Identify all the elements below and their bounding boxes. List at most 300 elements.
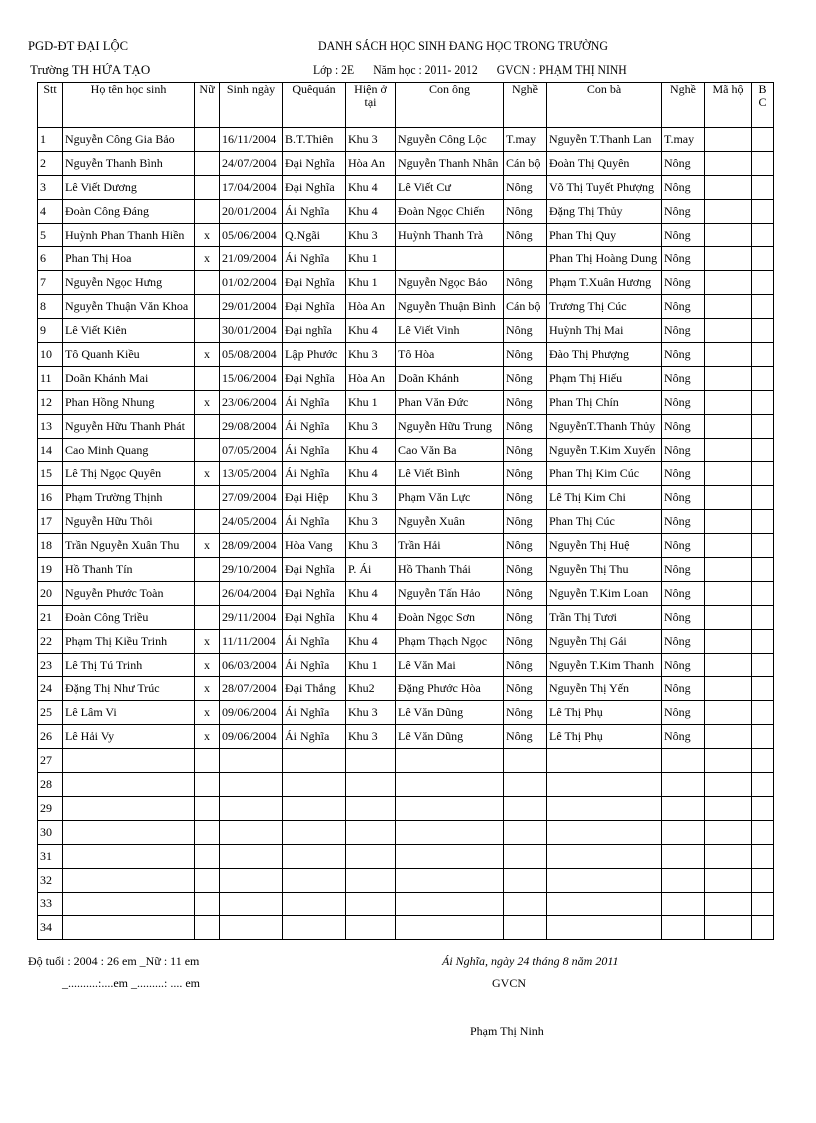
col-residence-cell: Hòa An (346, 366, 396, 390)
col-father-name-cell: Nguyễn Thanh Nhân (396, 151, 504, 175)
col-student-name-cell: Nguyễn Ngọc Hưng (63, 271, 195, 295)
col-bc-cell (752, 725, 774, 749)
col-mother-job-cell: Nông (662, 558, 705, 582)
col-household-code-cell (705, 558, 752, 582)
col-bc-cell (752, 438, 774, 462)
col-stt-cell: 3 (38, 175, 63, 199)
col-residence-cell (346, 820, 396, 844)
col-birth-date-cell: 21/09/2004 (220, 247, 283, 271)
col-birth-date-cell: 24/05/2004 (220, 510, 283, 534)
col-residence-cell: Khu 3 (346, 343, 396, 367)
col-mother-name-cell: Lê Thị Phụ (547, 725, 662, 749)
col-residence-cell: Khu 3 (346, 128, 396, 152)
col-residence-cell: Hòa An (346, 295, 396, 319)
col-birth-date-cell: 29/11/2004 (220, 605, 283, 629)
col-student-name-cell (63, 868, 195, 892)
col-father-job-cell: Nông (504, 605, 547, 629)
col-hometown-cell (283, 820, 346, 844)
col-father-name-cell: Hồ Thanh Thái (396, 558, 504, 582)
col-residence-cell: Hòa An (346, 151, 396, 175)
col-stt-cell: 25 (38, 701, 63, 725)
col-female-cell: x (195, 462, 220, 486)
col-household-code-cell (705, 820, 752, 844)
col-bc-cell (752, 462, 774, 486)
col-mother-job-cell (662, 916, 705, 940)
col-female-cell (195, 605, 220, 629)
col-female-cell (195, 558, 220, 582)
col-student-name-cell: Lê Lâm Vi (63, 701, 195, 725)
table-row (38, 749, 774, 773)
col-stt-cell: 28 (38, 773, 63, 797)
col-mother-name-cell: Phan Thị Quy (547, 223, 662, 247)
col-mother-job-cell: Nông (662, 486, 705, 510)
col-bc-cell (752, 844, 774, 868)
col-mother-name-cell: Nguyễn Thị Yến (547, 677, 662, 701)
col-stt-cell: 1 (38, 128, 63, 152)
table-row (38, 295, 774, 319)
col-hometown-cell: Đại Thắng (283, 677, 346, 701)
col-father-job-cell: Cán bộ (504, 295, 547, 319)
col-mother-name-cell (547, 916, 662, 940)
col-stt-cell: 23 (38, 653, 63, 677)
col-household-code-cell (705, 128, 752, 152)
col-household-code-cell (705, 796, 752, 820)
col-mother-name-cell: Lê Thị Phụ (547, 701, 662, 725)
col-stt-cell: 12 (38, 390, 63, 414)
col-stt-cell: 16 (38, 486, 63, 510)
col-hometown-cell: Đại Nghĩa (283, 605, 346, 629)
col-female-cell (195, 486, 220, 510)
col-birth-date-cell (220, 749, 283, 773)
col-father-job-cell: Nông (504, 414, 547, 438)
col-birth-date-cell: 30/01/2004 (220, 319, 283, 343)
col-mother-job-cell: Nông (662, 653, 705, 677)
col-birth-date-cell (220, 796, 283, 820)
col-household-code-cell (705, 438, 752, 462)
col-mother-job-cell: Nông (662, 271, 705, 295)
col-father-job-cell: Nông (504, 558, 547, 582)
col-father-job-header: Nghề (504, 83, 547, 128)
table-row (38, 796, 774, 820)
col-birth-date-cell: 26/04/2004 (220, 581, 283, 605)
col-female-cell (195, 749, 220, 773)
col-father-job-cell (504, 844, 547, 868)
col-father-job-cell: Nông (504, 629, 547, 653)
col-father-name-cell: Lê Viết Bình (396, 462, 504, 486)
col-father-job-cell: Nông (504, 438, 547, 462)
col-female-cell: x (195, 701, 220, 725)
col-birth-date-cell: 09/06/2004 (220, 725, 283, 749)
col-household-code-cell (705, 749, 752, 773)
col-mother-name-cell: Lê Thị Kim Chi (547, 486, 662, 510)
col-birth-date-cell: 11/11/2004 (220, 629, 283, 653)
col-residence-cell: Khu 4 (346, 462, 396, 486)
col-father-job-cell (504, 773, 547, 797)
col-birth-date-cell (220, 868, 283, 892)
col-bc-cell (752, 796, 774, 820)
place-date: Ái Nghĩa, ngày 24 tháng 8 năm 2011 (442, 954, 619, 968)
col-student-name-cell: Phạm Trường Thịnh (63, 486, 195, 510)
col-female-cell (195, 844, 220, 868)
col-birth-date-cell: 07/05/2004 (220, 438, 283, 462)
col-female-cell: x (195, 247, 220, 271)
col-residence-cell (346, 892, 396, 916)
col-birth-date-cell (220, 773, 283, 797)
col-residence-cell: Khu 3 (346, 510, 396, 534)
col-bc-cell (752, 366, 774, 390)
col-father-job-cell: Nông (504, 725, 547, 749)
col-residence-cell: Khu 1 (346, 247, 396, 271)
col-female-cell: x (195, 390, 220, 414)
col-residence-cell: Khu 1 (346, 653, 396, 677)
col-residence-cell (346, 844, 396, 868)
col-mother-name-cell (547, 796, 662, 820)
table-row (38, 175, 774, 199)
col-father-job-cell: Nông (504, 319, 547, 343)
table-row (38, 916, 774, 940)
col-father-name-cell (396, 247, 504, 271)
col-hometown-cell (283, 868, 346, 892)
col-mother-job-cell: Nông (662, 605, 705, 629)
col-birth-date-cell (220, 892, 283, 916)
col-mother-name-cell (547, 868, 662, 892)
col-student-name-cell: Nguyễn Công Gia Bảo (63, 128, 195, 152)
col-residence-cell (346, 749, 396, 773)
col-student-name-cell: Trần Nguyễn Xuân Thu (63, 534, 195, 558)
col-mother-name-cell: Đoàn Thị Quyên (547, 151, 662, 175)
col-birth-date-cell: 15/06/2004 (220, 366, 283, 390)
col-student-name-cell: Tô Quanh Kiều (63, 343, 195, 367)
col-mother-name-cell: NguyễnT.Thanh Thủy (547, 414, 662, 438)
col-female-cell (195, 271, 220, 295)
col-residence-header: Hiện ở tại (346, 83, 396, 128)
blank-stats-line: _..........:....em _.........: .... em (62, 976, 200, 990)
col-father-name-cell: Lê Văn Dũng (396, 701, 504, 725)
col-bc-cell (752, 701, 774, 725)
col-hometown-cell: Đại nghĩa (283, 319, 346, 343)
col-birth-date-cell: 23/06/2004 (220, 390, 283, 414)
col-father-job-cell: Nông (504, 343, 547, 367)
col-bc-cell (752, 151, 774, 175)
table-row (38, 510, 774, 534)
col-stt-header: Stt (38, 83, 63, 128)
col-father-name-cell: Lê Viết Vinh (396, 319, 504, 343)
col-stt-cell: 34 (38, 916, 63, 940)
table-row (38, 151, 774, 175)
col-household-code-cell (705, 175, 752, 199)
table-row (38, 247, 774, 271)
col-mother-name-cell: Phan Thị Chín (547, 390, 662, 414)
col-mother-name-cell: Võ Thị Tuyết Phượng (547, 175, 662, 199)
col-student-name-cell: Nguyễn Thanh Bình (63, 151, 195, 175)
col-hometown-cell: Đại Nghĩa (283, 558, 346, 582)
col-residence-cell (346, 916, 396, 940)
col-residence-cell: Khu 1 (346, 390, 396, 414)
col-student-name-cell: Lê Viết Kiên (63, 319, 195, 343)
col-father-job-cell: Cán bộ (504, 151, 547, 175)
table-row (38, 366, 774, 390)
col-residence-cell: Khu2 (346, 677, 396, 701)
col-mother-name-cell: Huỳnh Thị Mai (547, 319, 662, 343)
col-residence-cell: Khu 4 (346, 175, 396, 199)
col-female-cell (195, 319, 220, 343)
col-father-name-cell: Phạm Văn Lực (396, 486, 504, 510)
col-birth-date-cell: 13/05/2004 (220, 462, 283, 486)
table-row (38, 319, 774, 343)
col-hometown-cell: Q.Ngãi (283, 223, 346, 247)
col-residence-cell (346, 773, 396, 797)
col-mother-job-cell (662, 892, 705, 916)
table-row (38, 701, 774, 725)
col-household-code-cell (705, 319, 752, 343)
col-bc-cell (752, 868, 774, 892)
col-residence-cell: Khu 3 (346, 701, 396, 725)
col-stt-cell: 8 (38, 295, 63, 319)
col-female-header: Nữ (195, 83, 220, 128)
col-bc-cell (752, 629, 774, 653)
col-mother-job-cell: Nông (662, 247, 705, 271)
col-stt-cell: 10 (38, 343, 63, 367)
col-father-name-cell: Doãn Khánh (396, 366, 504, 390)
col-student-name-cell: Doãn Khánh Mai (63, 366, 195, 390)
student-table (37, 82, 774, 940)
col-father-job-cell: Nông (504, 510, 547, 534)
col-hometown-cell (283, 892, 346, 916)
col-female-cell (195, 175, 220, 199)
col-mother-name-cell: Nguyễn T.Kim Loan (547, 581, 662, 605)
col-hometown-cell: B.T.Thiên (283, 128, 346, 152)
col-father-name-cell: Cao Văn Ba (396, 438, 504, 462)
col-mother-name-cell: Trần Thị Tươi (547, 605, 662, 629)
col-mother-job-cell: Nông (662, 677, 705, 701)
col-residence-cell: Khu 3 (346, 223, 396, 247)
col-birth-date-cell: 16/11/2004 (220, 128, 283, 152)
col-female-cell (195, 581, 220, 605)
col-household-code-cell (705, 366, 752, 390)
col-father-name-cell: Trần Hải (396, 534, 504, 558)
col-female-cell: x (195, 677, 220, 701)
col-father-job-cell: Nông (504, 223, 547, 247)
col-father-name-header: Con ông (396, 83, 504, 128)
col-stt-cell: 32 (38, 868, 63, 892)
col-father-name-cell (396, 796, 504, 820)
col-hometown-cell (283, 796, 346, 820)
col-household-code-cell (705, 916, 752, 940)
col-mother-job-cell: Nông (662, 510, 705, 534)
col-father-job-cell (504, 796, 547, 820)
col-birth-date-cell: 29/01/2004 (220, 295, 283, 319)
col-stt-cell: 13 (38, 414, 63, 438)
col-residence-cell: Khu 4 (346, 319, 396, 343)
col-student-name-cell (63, 844, 195, 868)
col-father-name-cell: Lê Văn Dũng (396, 725, 504, 749)
col-female-cell (195, 199, 220, 223)
col-hometown-cell: Đại Nghĩa (283, 175, 346, 199)
col-birth-date-cell (220, 820, 283, 844)
col-mother-job-cell: Nông (662, 319, 705, 343)
col-female-cell: x (195, 343, 220, 367)
col-student-name-cell: Cao Minh Quang (63, 438, 195, 462)
col-residence-cell: Khu 1 (346, 271, 396, 295)
col-household-code-cell (705, 701, 752, 725)
col-birth-date-cell: 28/07/2004 (220, 677, 283, 701)
table-row (38, 414, 774, 438)
table-row (38, 820, 774, 844)
school-name: Trường TH HỨA TẠO (30, 62, 151, 77)
col-student-name-cell: Lê Thị Ngọc Quyên (63, 462, 195, 486)
col-father-job-cell (504, 892, 547, 916)
col-bc-cell (752, 581, 774, 605)
col-father-job-cell: Nông (504, 677, 547, 701)
col-hometown-cell: Ái Nghĩa (283, 414, 346, 438)
col-stt-cell: 27 (38, 749, 63, 773)
col-stt-cell: 2 (38, 151, 63, 175)
col-female-cell (195, 128, 220, 152)
col-household-code-cell (705, 223, 752, 247)
col-father-job-cell: Nông (504, 581, 547, 605)
col-student-name-cell (63, 916, 195, 940)
col-father-name-cell (396, 916, 504, 940)
col-stt-cell: 29 (38, 796, 63, 820)
col-father-job-cell: Nông (504, 366, 547, 390)
col-household-code-cell (705, 844, 752, 868)
col-female-cell (195, 916, 220, 940)
col-father-name-cell: Phan Văn Đức (396, 390, 504, 414)
col-bc-cell (752, 295, 774, 319)
table-row (38, 605, 774, 629)
table-row (38, 534, 774, 558)
col-student-name-header: Họ tên học sinh (63, 83, 195, 128)
col-bc-cell (752, 892, 774, 916)
col-residence-cell: P. Ái (346, 558, 396, 582)
col-mother-name-cell: Phạm T.Xuân Hương (547, 271, 662, 295)
col-stt-cell: 22 (38, 629, 63, 653)
col-household-code-cell (705, 581, 752, 605)
col-residence-cell: Khu 4 (346, 605, 396, 629)
col-father-job-cell (504, 749, 547, 773)
col-birth-date-cell: 27/09/2004 (220, 486, 283, 510)
col-hometown-cell (283, 749, 346, 773)
col-bc-cell (752, 271, 774, 295)
col-female-cell (195, 892, 220, 916)
col-birth-date-cell (220, 916, 283, 940)
col-mother-name-cell: Nguyễn Thị Gái (547, 629, 662, 653)
col-mother-job-cell: Nông (662, 295, 705, 319)
col-hometown-cell: Lập Phước (283, 343, 346, 367)
col-father-job-cell (504, 916, 547, 940)
col-mother-job-cell: Nông (662, 534, 705, 558)
col-female-cell: x (195, 223, 220, 247)
col-birth-date-cell: 06/03/2004 (220, 653, 283, 677)
col-student-name-cell: Lê Thị Tú Trinh (63, 653, 195, 677)
col-stt-cell: 20 (38, 581, 63, 605)
col-bc-cell (752, 343, 774, 367)
col-bc-cell (752, 175, 774, 199)
col-residence-cell: Khu 4 (346, 438, 396, 462)
col-stt-cell: 15 (38, 462, 63, 486)
col-bc-cell (752, 223, 774, 247)
col-birth-date-cell: 28/09/2004 (220, 534, 283, 558)
table-row (38, 653, 774, 677)
table-row (38, 390, 774, 414)
col-bc-cell (752, 486, 774, 510)
col-birth-date-cell: 05/08/2004 (220, 343, 283, 367)
col-mother-name-cell: Nguyễn T.Kim Thanh (547, 653, 662, 677)
teacher-label: GVCN : PHẠM THỊ NINH (496, 62, 627, 77)
col-father-job-cell: Nông (504, 199, 547, 223)
col-student-name-cell (63, 796, 195, 820)
col-father-name-cell: Nguyễn Hữu Trung (396, 414, 504, 438)
col-household-code-cell (705, 247, 752, 271)
table-row (38, 725, 774, 749)
col-mother-job-cell: Nông (662, 175, 705, 199)
col-mother-job-cell: Nông (662, 414, 705, 438)
col-household-code-cell (705, 151, 752, 175)
col-household-code-cell (705, 773, 752, 797)
col-hometown-cell (283, 916, 346, 940)
col-hometown-cell: Ái Nghĩa (283, 510, 346, 534)
col-student-name-cell (63, 820, 195, 844)
col-mother-name-cell: Đặng Thị Thủy (547, 199, 662, 223)
col-father-job-cell: Nông (504, 390, 547, 414)
col-bc-cell (752, 534, 774, 558)
col-household-code-header: Mã hộ (705, 83, 752, 128)
col-mother-name-cell: Trương Thị Cúc (547, 295, 662, 319)
col-stt-cell: 18 (38, 534, 63, 558)
col-father-job-cell: Nông (504, 653, 547, 677)
col-mother-job-cell: Nông (662, 438, 705, 462)
col-student-name-cell: Huỳnh Phan Thanh Hiền (63, 223, 195, 247)
col-female-cell: x (195, 534, 220, 558)
col-female-cell (195, 868, 220, 892)
col-household-code-cell (705, 414, 752, 438)
col-female-cell (195, 820, 220, 844)
class-info-line (313, 62, 643, 78)
col-student-name-cell: Nguyễn Phước Toàn (63, 581, 195, 605)
col-father-job-cell: Nông (504, 534, 547, 558)
col-stt-cell: 17 (38, 510, 63, 534)
school-year-label: Năm học : 2011- 2012 (373, 62, 478, 77)
col-hometown-cell (283, 844, 346, 868)
col-mother-name-cell (547, 749, 662, 773)
col-hometown-cell: Ái Nghĩa (283, 247, 346, 271)
col-household-code-cell (705, 462, 752, 486)
col-bc-cell (752, 390, 774, 414)
col-stt-cell: 5 (38, 223, 63, 247)
col-residence-cell: Khu 4 (346, 199, 396, 223)
col-residence-cell (346, 868, 396, 892)
col-mother-job-cell: Nông (662, 223, 705, 247)
col-hometown-cell: Ái Nghĩa (283, 390, 346, 414)
col-mother-job-cell: Nông (662, 390, 705, 414)
col-residence-cell: Khu 3 (346, 534, 396, 558)
col-student-name-cell: Phan Thị Hoa (63, 247, 195, 271)
col-stt-cell: 4 (38, 199, 63, 223)
table-row (38, 844, 774, 868)
table-row (38, 199, 774, 223)
table-row (38, 581, 774, 605)
col-father-job-cell: Nông (504, 701, 547, 725)
col-household-code-cell (705, 725, 752, 749)
document-title: DANH SÁCH HỌC SINH ĐANG HỌC TRONG TRƯỜNG (318, 38, 608, 53)
col-stt-cell: 30 (38, 820, 63, 844)
col-mother-name-cell: Nguyễn Thị Huệ (547, 534, 662, 558)
col-hometown-cell: Đại Nghĩa (283, 366, 346, 390)
table-row (38, 558, 774, 582)
col-stt-cell: 14 (38, 438, 63, 462)
col-mother-name-cell: Đào Thị Phượng (547, 343, 662, 367)
signer-role: GVCN (492, 976, 527, 990)
